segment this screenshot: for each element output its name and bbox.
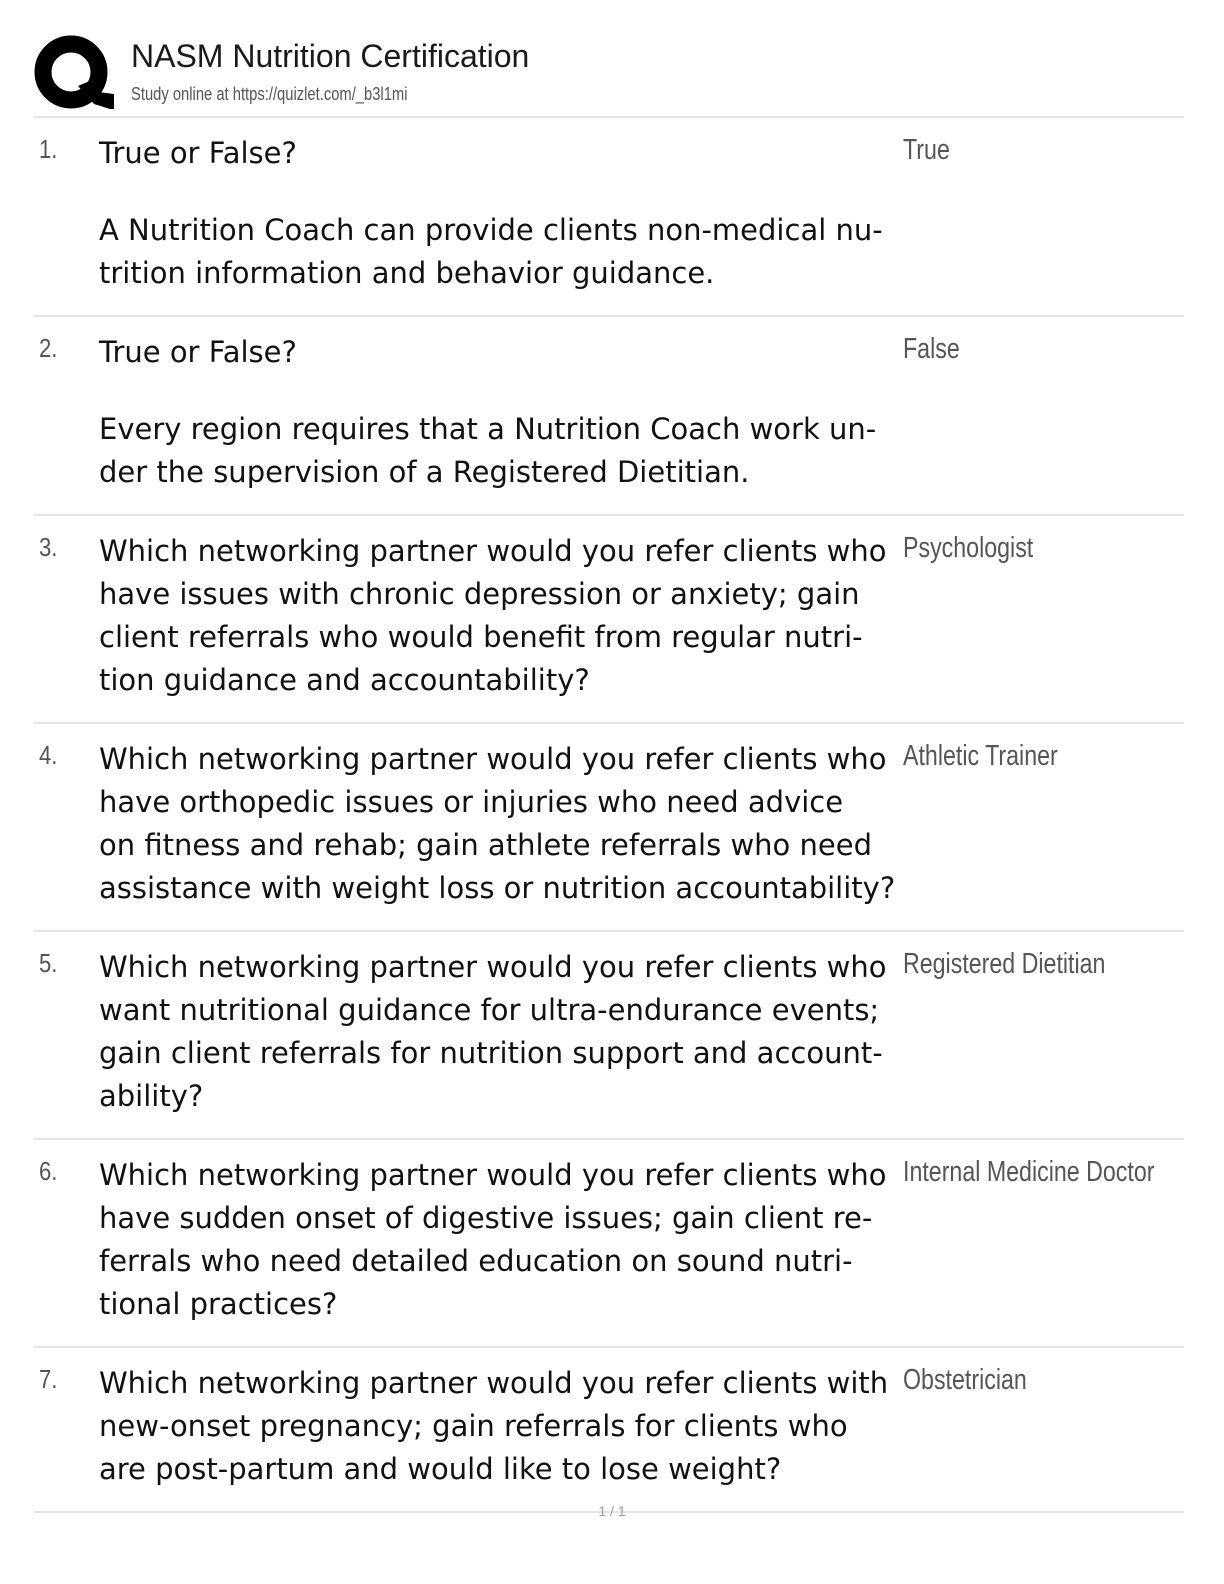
flashcard-row [34, 1140, 1184, 1348]
card-definition: Psychologist [903, 532, 1034, 564]
page-header [34, 34, 1184, 114]
card-number: 6. [39, 1156, 58, 1186]
term-paragraph: Every region requires that a Nutrition Coach work un- der the supervision of a Registered Dietitian. [99, 412, 877, 489]
card-definition: Obstetrician [903, 1364, 1027, 1396]
term-paragraph: Which networking partner would you refer clients who want nutritional guidance for ultra-endurance events; gain client referrals for nutrition support and account- ability? [99, 950, 887, 1113]
card-term [99, 738, 909, 910]
flashcard-row [34, 317, 1184, 516]
card-number: 4. [39, 740, 58, 770]
card-term [99, 331, 909, 494]
flashcard-row [34, 118, 1184, 317]
term-paragraph: True or False? [99, 136, 297, 170]
card-term [99, 1154, 909, 1326]
card-term [99, 1362, 909, 1491]
page-indicator: 1 / 1 [598, 1503, 626, 1519]
term-paragraph: A Nutrition Coach can provide clients non-medical nu- trition information and behavior guidance. [99, 213, 883, 290]
set-title: NASM Nutrition Certification [131, 38, 530, 74]
card-number: 2. [39, 333, 58, 363]
card-definition: Registered Dietitian [903, 948, 1106, 980]
term-paragraph: Which networking partner would you refer clients who have issues with chronic depression or anxiety; gain client referrals who would benefit from regular nutri- tion guidance and accountability? [99, 534, 887, 697]
flashcard-row [34, 1348, 1184, 1513]
term-paragraph: Which networking partner would you refer clients who have sudden onset of digestive issues; gain client re- ferrals who need detailed education on sound nutri- tional practices? [99, 1158, 887, 1321]
card-number: 3. [39, 532, 58, 562]
card-definition: Athletic Trainer [903, 740, 1058, 772]
card-term [99, 530, 909, 702]
card-definition: False [903, 333, 960, 365]
card-number: 5. [39, 948, 58, 978]
study-online-url[interactable]: Study online at https://quizlet.com/_b3l1mi [131, 84, 408, 104]
term-paragraph: Which networking partner would you refer clients who have orthopedic issues or injuries who need advice on fitness and rehab; gain athlete referrals who need assistance with weight loss or nutrition accountability? [99, 742, 896, 905]
card-term [99, 946, 909, 1118]
term-paragraph: Which networking partner would you refer clients with new-onset pregnancy; gain referrals for clients who are post-partum and would like to lose weight? [99, 1366, 889, 1486]
flashcard-list [34, 116, 1184, 1513]
card-definition: True [903, 134, 950, 166]
flashcard-row [34, 932, 1184, 1140]
flashcard-row [34, 516, 1184, 724]
flashcard-row [34, 724, 1184, 932]
term-paragraph: True or False? [99, 335, 297, 369]
quizlet-logo-icon [34, 34, 116, 114]
card-number: 1. [39, 134, 58, 164]
card-number: 7. [39, 1364, 58, 1394]
card-definition: Internal Medicine Doctor [903, 1156, 1155, 1188]
card-term [99, 132, 909, 295]
